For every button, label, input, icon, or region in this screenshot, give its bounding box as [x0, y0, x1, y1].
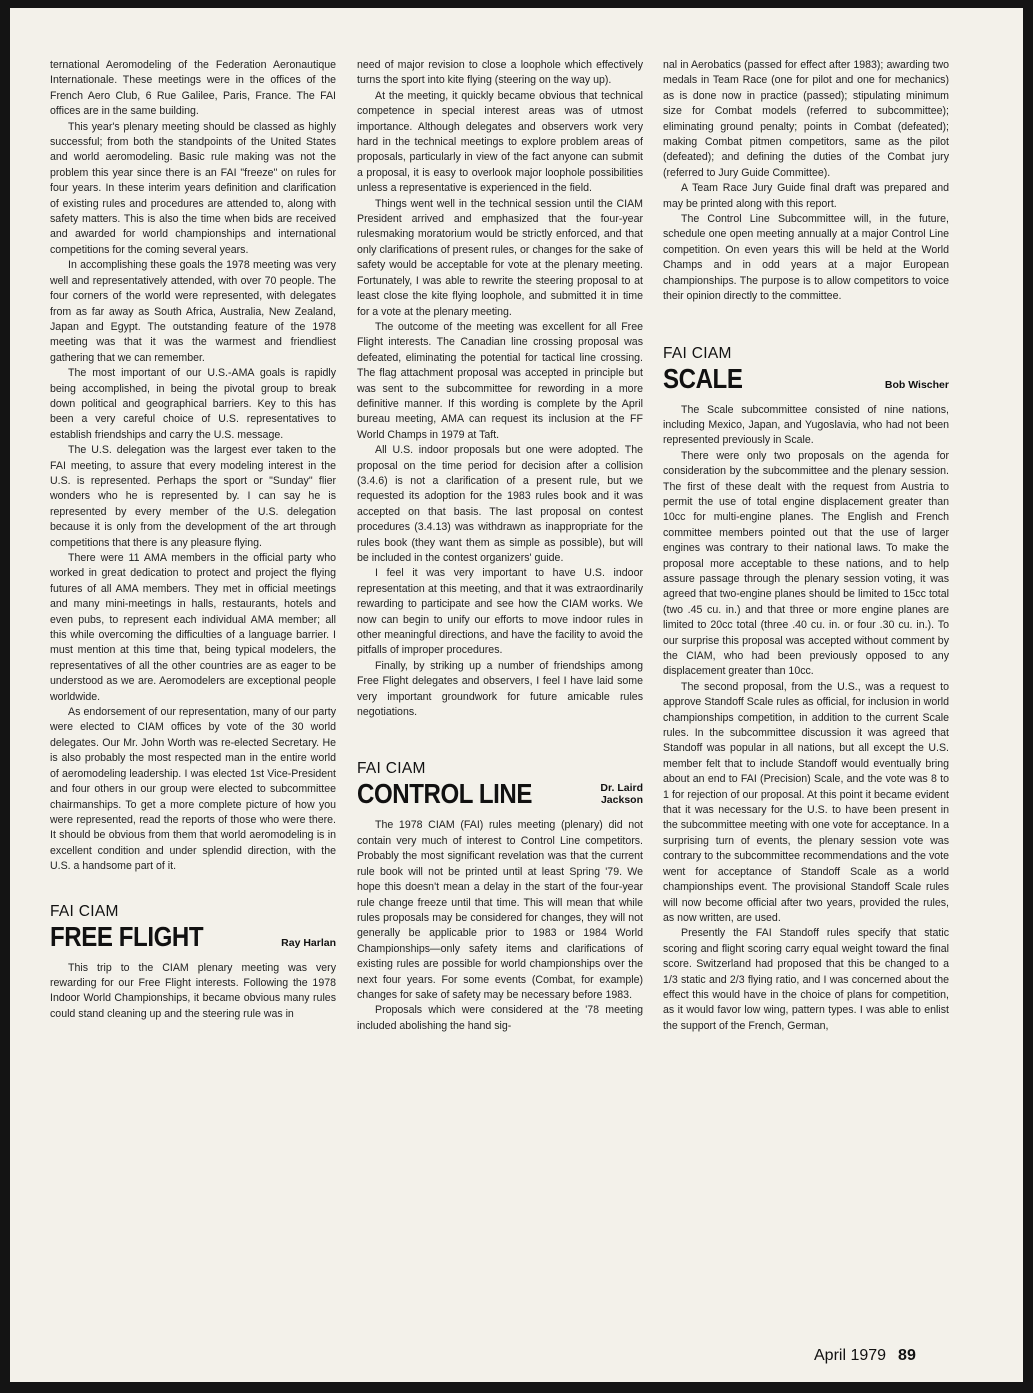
section-kicker: FAI CIAM — [50, 902, 119, 920]
paragraph: Presently the FAI Standoff rules specify that static scoring and flight scoring carry equal weight toward the final score. Switzerland had proposed that this be changed to a 1/3 static and 2/3 flying ratio, and I was concerned about the effect this would have in the choice of plans for competition, as it would favor low wing, pattern types. I was able to enlist the support of the French, German, — [663, 927, 949, 1032]
control-line-section — [357, 760, 643, 1034]
paragraph: There were only two proposals on the agenda for consideration by the subcommittee and the plenary session. The first of these dealt with the request from Austria to permit the use of total engine displacement greater than 10cc for multi-engine planes. The English and French committee members pointed out that the use of larger engines was contrary to their national laws. To make the proposal more acceptable to these nations, and to help assure passage through the plenary session voting, it was agreed that two-engine planes should be limited to 15cc total (two .45 cu. in.) and that three or more engine planes are limited to 20cc total (three .40 cu. in. or four .30 cu. in.). To our surprise this proposal was accepted without comment by the CIAM, who had been previously opposed to any displacement greater than 10cc. — [663, 449, 949, 678]
paragraph: In accomplishing these goals the 1978 meeting was very well and representatively attended, with over 70 people. The four corners of the world were represented, with delegates from as far away as South Africa, Australia, New Zealand, Japan and Egypt. The outstanding feature of the 1978 meeting was that it was the warmest and friendliest gathering that we can remember. — [50, 259, 336, 364]
paragraph: All U.S. indoor proposals but one were adopted. The proposal on the time period for decision after a collision (3.4.6) is not a clarification of a present rule, but we requested its adoption for the 1983 rules book and it was accepted on that basis. The last proposal on contest procedures (3.4.13) was withdrawn as inappropriate for the rules book (they want them as simple as possible), but will be included in the contest organizers' guide. — [357, 444, 643, 564]
section-title: FREE FLIGHT — [50, 920, 204, 952]
section-author: Ray Harlan — [281, 936, 336, 949]
issue-date: April 1979 — [814, 1347, 887, 1364]
paragraph: Finally, by striking up a number of friendships among Free Flight delegates and observers, I feel I have laid some very important groundwork for future amicable rules negotiations. — [357, 659, 643, 719]
paragraph: The U.S. delegation was the largest ever taken to the FAI meeting, to assure that every modeling interest in the U.S. is represented. Perhaps the sport or "Sunday" flier wonders who he is represented by. I can say he is represented by every member of the U.S. delegation because it is only from the development of the art through competitions that there is any pleasure flying. — [50, 444, 336, 549]
section-title: CONTROL LINE — [357, 778, 532, 810]
paragraph: Proposals which were considered at the '78 meeting included abolishing the hand sig- — [357, 1004, 643, 1032]
paragraph: Things went well in the technical session until the CIAM President arrived and emphasized that the four-year rulesmaking moratorium would be strictly enforced, and that only clarifications of present rules, or changes for the sake of safety would be acceptable for vote at the plenary meeting. Fortunately, I was able to rewrite the steering proposal to at least close the kite flying loophole, and submitted it in time for a vote at the plenary meeting. — [357, 197, 643, 318]
page-footer — [814, 1347, 916, 1365]
paragraph: A Team Race Jury Guide final draft was prepared and may be printed along with this report. — [663, 182, 949, 210]
paragraph: There were 11 AMA members in the official party who worked in great dedication to protect and project the flying futures of all AMA members. They met in official meetings and many mini-meetings in halls, restaurants, hotels and even pubs, to represent each individual AMA member; all this while overcoming the difficulties of a language barrier. I must mention at this time that, being typical modelers, the representatives of all the other countries are as eager to be understood as we are. Aeromodelers are exceptional people worldwide. — [50, 552, 336, 703]
column-2 — [357, 58, 643, 1034]
paragraph: I feel it was very important to have U.S. indoor representation at this meeting, and that it was extraordinarily rewarding to participate and see how the CIAM works. We now can begin to unify our efforts to move indoor rules in other meaningful directions, and have the facility to avoid the pitfalls of improper procedures. — [357, 567, 643, 657]
paragraph: At the meeting, it quickly became obvious that technical competence in special interest areas was of utmost importance. Although delegates and observers work very hard in the technical meetings to explore problem areas of proposals, particularly in view of the fact anyone can submit a proposal, it is easy to overlook major loophole possibilities unless a representative is experienced in the field. — [357, 89, 643, 195]
magazine-page — [10, 8, 1023, 1382]
paragraph: need of major revision to close a loophole which effectively turns the sport into kite flying (steering on the way up). — [357, 59, 643, 87]
paragraph: The Control Line Subcommittee will, in the future, schedule one open meeting annually at a major Control Line competition. On even years this will be held at the World Champs and in odd years at a major European championships. The purpose is to allow competitors to voice their opinion directly to the committee. — [663, 213, 949, 303]
paragraph: As endorsement of our representation, many of our party were elected to CIAM offices by vote of the 30 world delegates. Our Mr. John Worth was re-elected Secretary. He is also probably the most respected man in the entire world of aeromodeling leadership. I was elected 1st Vice-President and four others in our group were elected to subcommittee chairmanships. To get a more complete picture of how you were represented, read the reports of those who were there. It should be obvious from them that world aeromodeling is in excellent condition and under splendid direction, with the U.S. a handsome part of it. — [50, 706, 336, 873]
paragraph: The most important of our U.S.-AMA goals is rapidly being accomplished, in being the pivotal group to break down political and geographical barriers. Key to this has been a very careful choice of U.S. representatives to establish friendships and carry the U.S. message. — [50, 367, 336, 441]
paragraph: ternational Aeromodeling of the Federation Aeronautique Internationale. These meetings were in the offices of the French Aero Club, 6 Rue Galilee, Paris, France. The FAI offices are in the same building. — [50, 59, 336, 118]
paragraph: The second proposal, from the U.S., was a request to approve Standoff Scale rules as official, for inclusion in world championships competition, in addition to the current Scale rules. In the subcommittee discussion it was agreed that Standoff was popular in all nations, but all except the U.S. member felt that to include Standoff would eventually bring about an end to FAI (Precision) Scale, and the vote was 8 to 1 for rejection of our proposal. At this point it became evident that it was necessary for the U.S. to have been present in the subcommittee meeting with one vote for acceptance. In a surprising turn of events, the plenary session vote was contrary to the subcommittee recommendations and the vote went for acceptance of Standoff Scale as a world championships event. The provisional Standoff Scale rules will now become official after two years, provided the rules, as now written, are used. — [663, 680, 949, 924]
author-line: Dr. Laird — [600, 782, 643, 795]
paragraph: The Scale subcommittee consisted of nine nations, including Mexico, Japan, and Yugoslavia, who had not been represented previously in Scale. — [663, 403, 949, 447]
paragraph: nal in Aerobatics (passed for effect after 1983); awarding two medals in Team Race (one for pilot and one for mechanics) as is done now in practice (passed); stipulating minimum size for Combat models (referred to subcommittee); eliminating ground penalty; points in Combat (defeated); making Combat pitmen competitors, same as the pilot (defeated); and defining the duties of the Combat jury (referred to Jury Guide Committee). — [663, 59, 949, 179]
paragraph: This year's plenary meeting should be classed as highly successful; from both the standpoints of the United States and world aeromodeling. Basic rule making was not the problem this year since there is an FAI "freeze" on rules for four years. In these interim years definition and clarification of existing rules and procedures are attended to, along with safety matters. This is also the time when bids are received and awarded for world championships and international competitions for the coming several years. — [50, 120, 336, 256]
section-kicker: FAI CIAM — [357, 760, 426, 778]
free-flight-section — [50, 903, 336, 1023]
page-number: 89 — [898, 1347, 916, 1364]
paragraph: This trip to the CIAM plenary meeting was very rewarding for our Free Flight interests. Following the 1978 Indoor World Championships, it became obvious many rules could stand cleaning up and the steering rule was in — [50, 961, 336, 1020]
section-kicker: FAI CIAM — [663, 344, 732, 362]
column-1 — [50, 58, 336, 1022]
section-author — [600, 782, 643, 810]
author-line: Jackson — [600, 794, 643, 807]
paragraph: The 1978 CIAM (FAI) rules meeting (plenary) did not contain very much of interest to Control Line competitors. Probably the most significant revelation was that the current rule book will not be printed until at least Spring '79. We hope this doesn't mean a delay in the start of the four-year rule change freeze until that time. This will mean that while rules proposals may be considered for changes, they will not generally be applicable prior to 1983 or 1984 World Championships—only safety items and clarifications of existing rules are possible for world championships over the next four years. For some events (Combat, for example) changes for sake of safety may be necessary before 1983. — [357, 819, 643, 1001]
column-3 — [663, 58, 949, 1034]
section-author: Bob Wischer — [884, 378, 949, 391]
section-title: SCALE — [663, 362, 743, 394]
paragraph: The outcome of the meeting was excellent for all Free Flight interests. The Canadian line crossing proposal was defeated, eliminating the potential for tactical line crossing. The flag attachment proposal was accepted in principle but was sent to the subcommittee for rewording in a more definitive manner. If this wording is complete by the April bureau meeting, AMA can request its inclusion at the FF World Champs in 1979 at Taft. — [357, 320, 643, 441]
scale-section — [663, 345, 949, 1035]
